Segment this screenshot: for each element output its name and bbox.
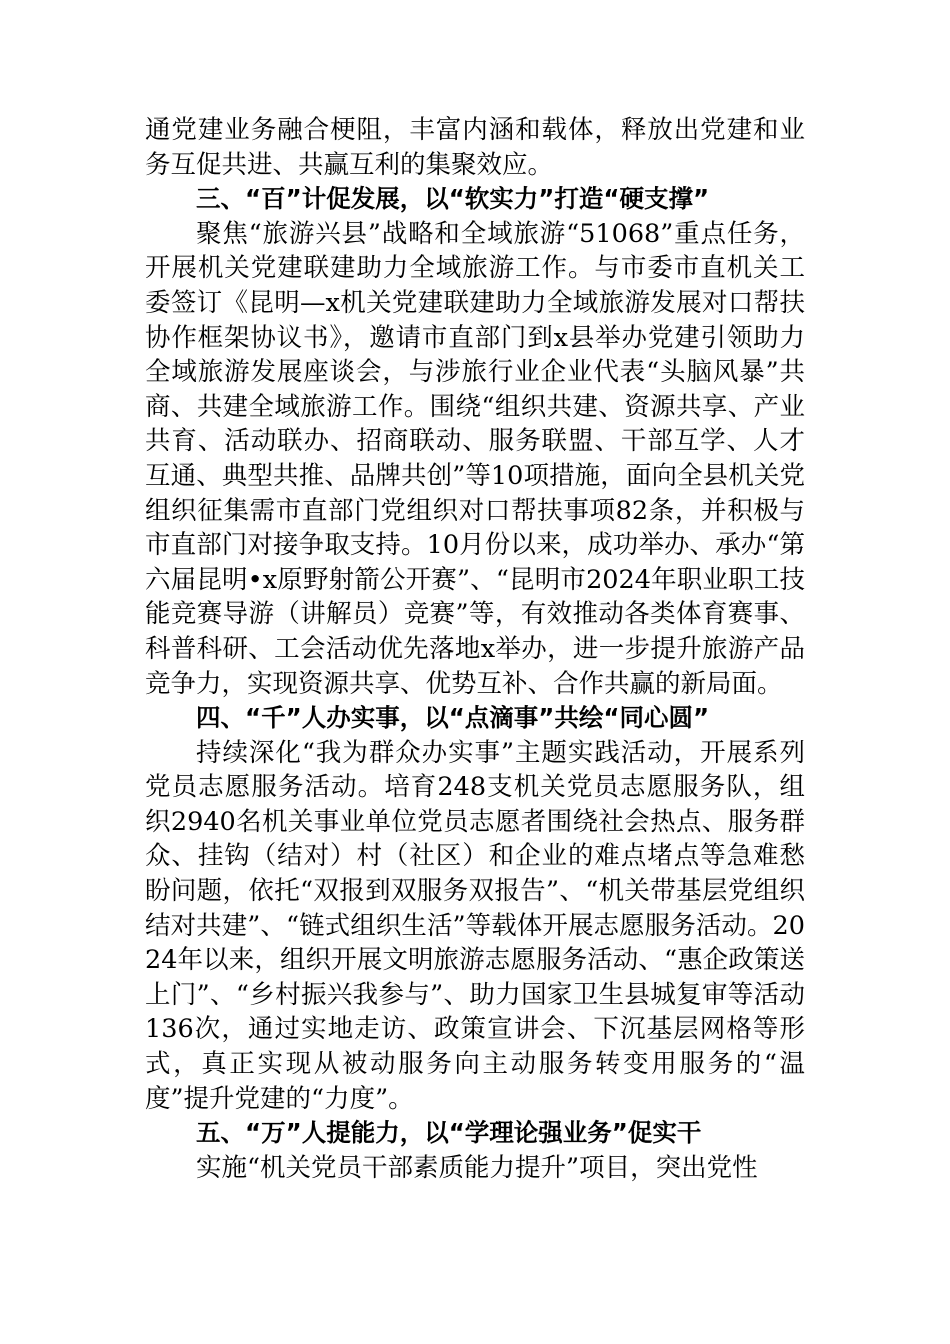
- section-3-paragraph: 聚焦“旅游兴县”战略和全域旅游“51068”重点任务，开展机关党建联建助力全域旅游工作。与市委市直机关工委签订《昆明—x机关党建联建助力全域旅游发展对口帮扶协作框架协议书》，邀请市直部门到x县举办党建引领助力全域旅游发展座谈会，与涉旅行业企业代表“头脑风暴”共商、共建全域旅游工作。围绕“组织共建、资源共享、产业共育、活动联办、招商联动、服务联盟、干部互学、人才互通、典型共推、品牌共创”等10项措施，面向全县机关党组织征集需市直部门党组织对口帮扶事项82条，并积极与市直部门对接争取支持。10月份以来，成功举办、承办“第六届昆明•x原野射箭公开赛”、“昆明市2024年职业职工技能竞赛导游（讲解员）竞赛”等，有效推动各类体育赛事、科普科研、工会活动优先落地x举办，进一步提升旅游产品竞争力，实现资源共享、优势互补、合作共赢的新局面。: [145, 218, 805, 699]
- section-5-paragraph: 实施“机关党员干部素质能力提升”项目，突出党性: [196, 1152, 758, 1183]
- section-5-heading: 五、“万”人提能力，以“学理论强业务”促实干: [196, 1118, 702, 1148]
- section-3-heading: 三、“百”计促发展，以“软实力”打造“硬支撑”: [196, 184, 710, 214]
- section-4-heading: 四、“千”人办实事，以“点滴事”共绘“同心圆”: [196, 703, 710, 733]
- intro-paragraph: 通党建业务融合梗阻，丰富内涵和载体，释放出党建和业务互促共进、共赢互利的集聚效应。: [145, 115, 805, 180]
- document-page: [145, 113, 805, 1185]
- section-4-paragraph: 持续深化“我为群众办实事”主题实践活动，开展系列党员志愿服务活动。培育248支机关党员志愿服务队，组织2940名机关事业单位党员志愿者围绕社会热点、服务群众、挂钩（结对）村（社区）和企业的难点堵点等急难愁盼问题，依托“双报到双服务双报告”、“机关带基层党组织结对共建”、“链式组织生活”等载体开展志愿服务活动。2024年以来，组织开展文明旅游志愿服务活动、“惠企政策送上门”、“乡村振兴我参与”、助力国家卫生县城复审等活动136次，通过实地走访、政策宣讲会、下沉基层网格等形式，真正实现从被动服务向主动服务转变用服务的“温度”提升党建的“力度”。: [145, 737, 805, 1114]
